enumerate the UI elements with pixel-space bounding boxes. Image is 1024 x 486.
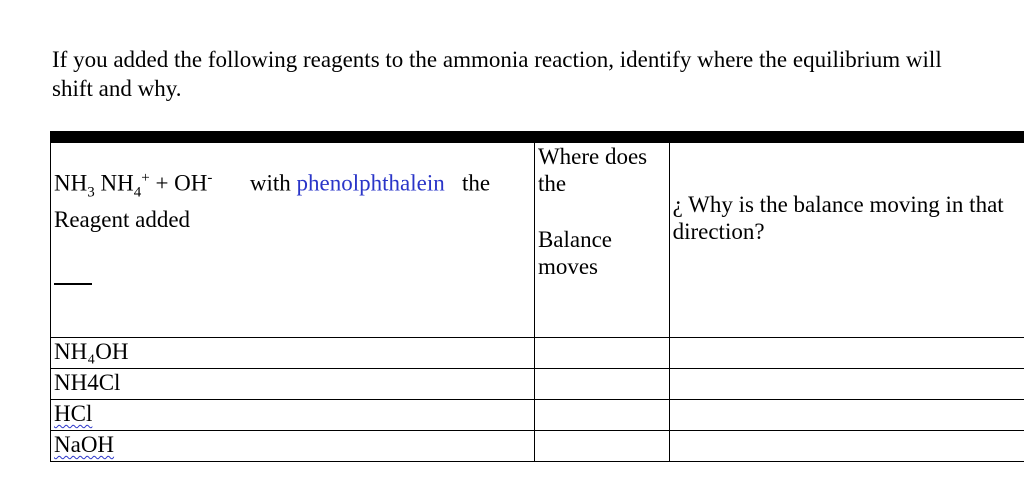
question-line-2: shift and why.: [52, 76, 182, 101]
table-header-row: [51, 143, 1024, 338]
why-header-text: ¿ Why is the balance moving in that direction?: [672, 192, 1004, 244]
hydroxide: + OH: [155, 170, 208, 196]
reagent-cell[interactable]: [51, 400, 535, 431]
table-row: [51, 338, 1024, 369]
where-line-3: Balance: [537, 227, 613, 252]
reagent-added-label: Reagent added: [54, 207, 191, 233]
where-line-2: the: [537, 171, 567, 196]
question-line-1: If you added the following reagents to the ammonia reaction, identify where the equilibrium will: [52, 47, 942, 72]
with-word: with: [249, 170, 291, 196]
nh4-charge: +: [141, 170, 150, 186]
question-text: [52, 45, 1022, 103]
where-cell[interactable]: [534, 400, 669, 431]
dash-mark: [54, 283, 92, 285]
reagent-text-naoh: NaOH: [54, 432, 115, 457]
table-row: [51, 400, 1024, 431]
why-header-cell[interactable]: [669, 143, 1024, 338]
table-row: [51, 431, 1024, 462]
where-line-1: Where does: [537, 144, 648, 169]
why-cell[interactable]: [669, 338, 1024, 369]
where-line-4: moves: [537, 254, 598, 279]
reagent-table: [50, 142, 1024, 462]
nh3-base: NH: [54, 170, 88, 196]
where-header-cell[interactable]: [534, 143, 669, 338]
reagent-text-hcl: HCl: [54, 401, 93, 426]
where-cell[interactable]: [534, 338, 669, 369]
reagent-cell[interactable]: NH₄OH: [51, 338, 535, 369]
where-cell[interactable]: [534, 431, 669, 462]
hydroxide-charge: -: [207, 170, 213, 186]
why-cell[interactable]: [669, 369, 1024, 400]
reagent-header-cell[interactable]: [51, 143, 535, 338]
reagent-cell[interactable]: NH4Cl: [51, 369, 535, 400]
indicator-name: phenolphthalein: [296, 170, 445, 196]
reagent-cell[interactable]: [51, 431, 535, 462]
nh4-base: NH: [100, 170, 134, 196]
why-cell[interactable]: [669, 400, 1024, 431]
reaction-equation: [54, 165, 531, 206]
the-word: the: [461, 170, 491, 196]
nh3-subscript: 3: [87, 184, 95, 201]
why-cell[interactable]: [669, 431, 1024, 462]
where-cell[interactable]: [534, 369, 669, 400]
nh4-subscript: 4: [133, 184, 142, 201]
table-row: [51, 369, 1024, 400]
